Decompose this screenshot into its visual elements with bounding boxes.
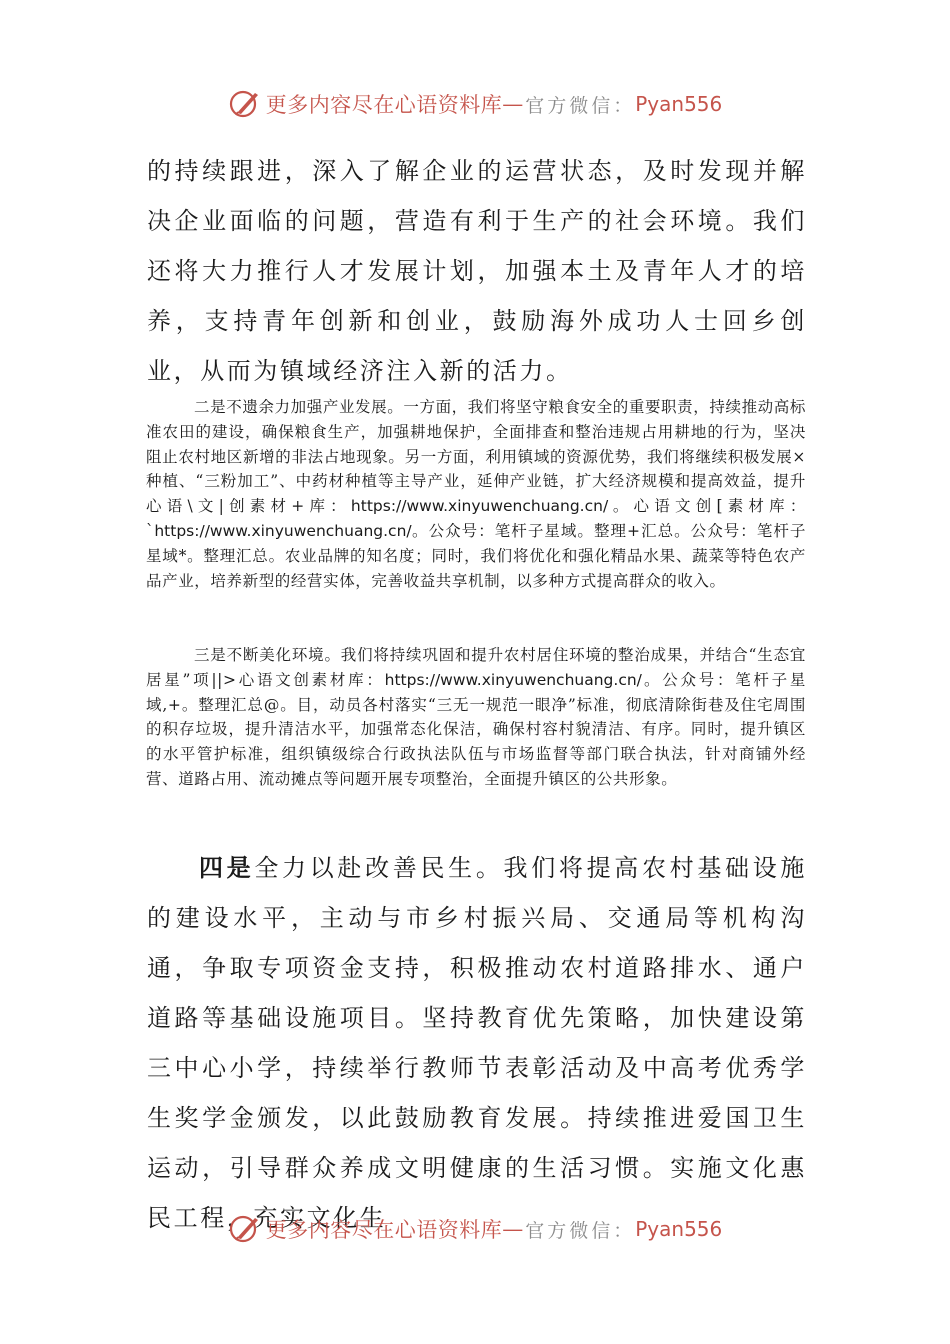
quill-pen-circle-icon bbox=[228, 87, 262, 121]
quill-pen-circle-icon bbox=[228, 1212, 262, 1246]
paragraph-text: 全力以赴改善民生。我们将提高农村基础设施的建设水平，主动与市乡村振兴局、交通局等机构沟通，争取专项资金支持，积极推动农村道路排水、通户道路等基础设施项目。坚持教育优先策略，加快建设第三中心小学，持续举行教师节表彰活动及中高考优秀学生奖学金颁发，以此鼓励教育发展。持续推进爱国卫生运动，引导群众养成文明健康的生活习惯。实施文化惠民工程，充实文化生 bbox=[147, 854, 807, 1232]
paragraph-text: 二是不遗余力加强产业发展。一方面，我们将坚守粮食安全的重要职责，持续推动高标准农田的建设，确保粮食生产，加强耕地保护，全面排查和整治违规占用耕地的行为，坚决阻止农村地区新增的非法占地现象。另一方面，利用镇域的资源优势，我们将继续积极发展×种植、“三粉加工”、中药材种植等主导产业，延伸产业链，扩大经济规模和提高效益，提升心语\文|创素材+库： bbox=[146, 398, 806, 516]
paragraph-industry bbox=[146, 395, 806, 593]
paragraph-text: 。心语文创[素材库：` bbox=[146, 497, 806, 540]
url-text: https://www.xinyuwenchuang.cn/ bbox=[384, 670, 642, 689]
paragraph-livelihood bbox=[147, 843, 807, 1243]
banner-wechat-id: Pyan556 bbox=[635, 92, 723, 116]
paragraph-lead: 四是 bbox=[199, 853, 255, 882]
banner-main-text: 更多内容尽在心语资料库 bbox=[265, 1218, 503, 1242]
paragraph-environment bbox=[146, 643, 806, 792]
banner-dash: — bbox=[502, 92, 524, 116]
header-banner bbox=[0, 84, 950, 124]
paragraph-text: 。公众号：笔杆子星域,+。整理汇总@。目，动员各村落实“三无一规范一眼净”标准，彻底清除街巷及住宅周围的积存垃圾，提升清洁水平，加强常态化保洁，确保村容村貌清洁、有序。同时，提升镇区的水平管护标准，组织镇级综合行政执法队伍与市场监督等部门联合执法，针对商铺外经营、道路占用、流动摊点等问题开展专项整治，全面提升镇区的公共形象。 bbox=[146, 670, 807, 788]
banner-sub-text: 官方微信： bbox=[525, 1219, 636, 1242]
paragraph-continuation: 的持续跟进，深入了解企业的运营状态，及时发现并解决企业面临的问题，营造有利于生产的社会环境。我们还将大力推行人才发展计划，加强本土及青年人才的培养，支持青年创新和创业，鼓励海外成功人士回乡创业，从而为镇域经济注入新的活力。 bbox=[147, 157, 807, 385]
url-text: https://www.xinyuwenchuang.cn/ bbox=[154, 521, 412, 540]
url-text: https://www.xinyuwenchuang.cn/ bbox=[350, 497, 609, 516]
banner-dash: — bbox=[502, 1217, 524, 1241]
banner-sub-text: 官方微信： bbox=[525, 94, 636, 117]
banner-main-text: 更多内容尽在心语资料库 bbox=[265, 93, 503, 117]
paragraph-text: 三是不断美化环境。我们将持续巩固和提升农村居住环境的整治成果，并结合“生态宜居星”项||>心语文创素材库： bbox=[146, 646, 806, 689]
paragraph-text: 。公众号：笔杆子星域。整理+汇总。公众号：笔杆子星域*。整理汇总。农业品牌的知名度；同时，我们将优化和强化精品水果、蔬菜等特色农产品产业，培养新型的经营实体，完善收益共享机制，以多种方式提高群众的收入。 bbox=[146, 521, 806, 590]
footer-banner bbox=[0, 1209, 950, 1249]
banner-wechat-id: Pyan556 bbox=[635, 1217, 723, 1241]
